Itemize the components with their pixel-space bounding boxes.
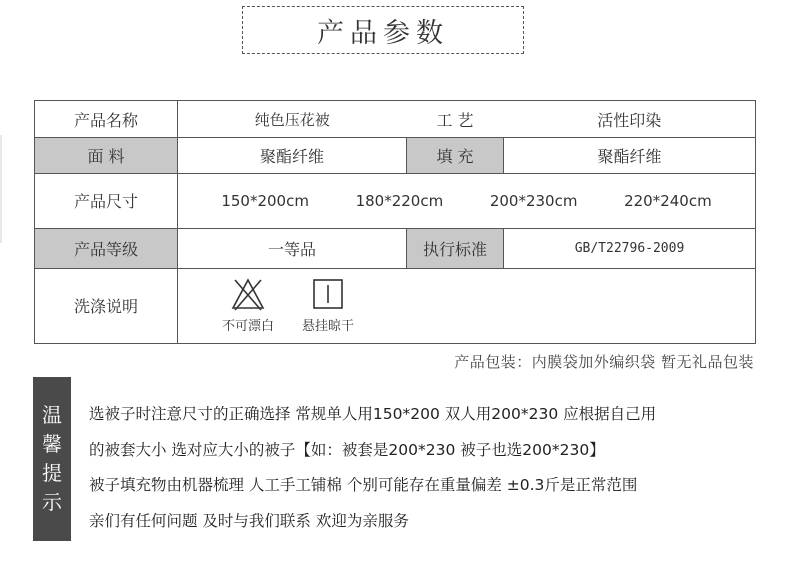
params-table — [34, 100, 756, 344]
care-label: 悬挂晾干 — [302, 319, 355, 335]
page-title: 产品参数 — [242, 6, 524, 54]
tips-line: 被子填充物由机器梳理 人工手工铺棉 个别可能存在重量偏差 ±0.3斤是正常范围 — [89, 476, 638, 494]
row-label-grade: 产品等级 — [35, 228, 178, 268]
table-row — [35, 174, 756, 228]
tips-side-char: 提 — [42, 461, 62, 485]
packaging-note: 产品包装：内膜袋加外编织袋 暂无礼品包装 — [454, 353, 754, 371]
craft-label: 工 艺 — [407, 101, 504, 138]
size-option: 150*200cm — [221, 191, 309, 210]
row-label-name: 产品名称 — [35, 101, 178, 138]
care-hang-dry — [302, 277, 354, 334]
tips-side-char: 馨 — [42, 432, 62, 456]
hang-dry-icon — [311, 277, 345, 311]
tips-side-char: 温 — [42, 403, 62, 427]
size-option: 200*230cm — [489, 191, 578, 210]
table-row — [35, 101, 756, 138]
no-bleach-icon — [230, 277, 266, 311]
grade-value: 一等品 — [178, 228, 407, 268]
care-label: 不可漂白 — [222, 319, 275, 335]
size-option: 180*220cm — [355, 191, 444, 210]
filling-label: 填 充 — [407, 138, 504, 174]
tips-line: 选被子时注意尺寸的正确选择 常规单人用150*200 双人用200*230 应根据自己用 — [89, 405, 657, 423]
tips-side-char: 示 — [42, 490, 62, 514]
fabric-value: 聚酯纤维 — [178, 138, 407, 174]
tips-line: 亲们有任何问题 及时与我们联系 欢迎为亲服务 — [89, 511, 409, 530]
left-edge-line — [0, 135, 2, 243]
size-cell — [178, 174, 756, 228]
row-label-wash: 洗涤说明 — [35, 268, 178, 343]
care-cell — [178, 268, 756, 343]
row-label-fabric: 面 料 — [35, 138, 178, 174]
standard-value: GB/T22796-2009 — [504, 228, 756, 268]
table-row — [35, 138, 756, 174]
product-name-value: 纯色压花被 — [178, 101, 407, 138]
craft-value: 活性印染 — [504, 101, 756, 138]
standard-label: 执行标准 — [407, 228, 504, 268]
tips-line: 的被套大小 选对应大小的被子【如：被套是200*230 被子也选200*230】 — [89, 440, 605, 459]
filling-value: 聚酯纤维 — [504, 138, 756, 174]
size-option: 220*240cm — [624, 191, 712, 210]
tips-text — [89, 401, 769, 543]
table-row — [35, 228, 756, 268]
row-label-size: 产品尺寸 — [35, 174, 178, 228]
care-no-bleach — [222, 277, 274, 334]
table-row — [35, 268, 756, 343]
tips-side-label — [33, 377, 71, 541]
